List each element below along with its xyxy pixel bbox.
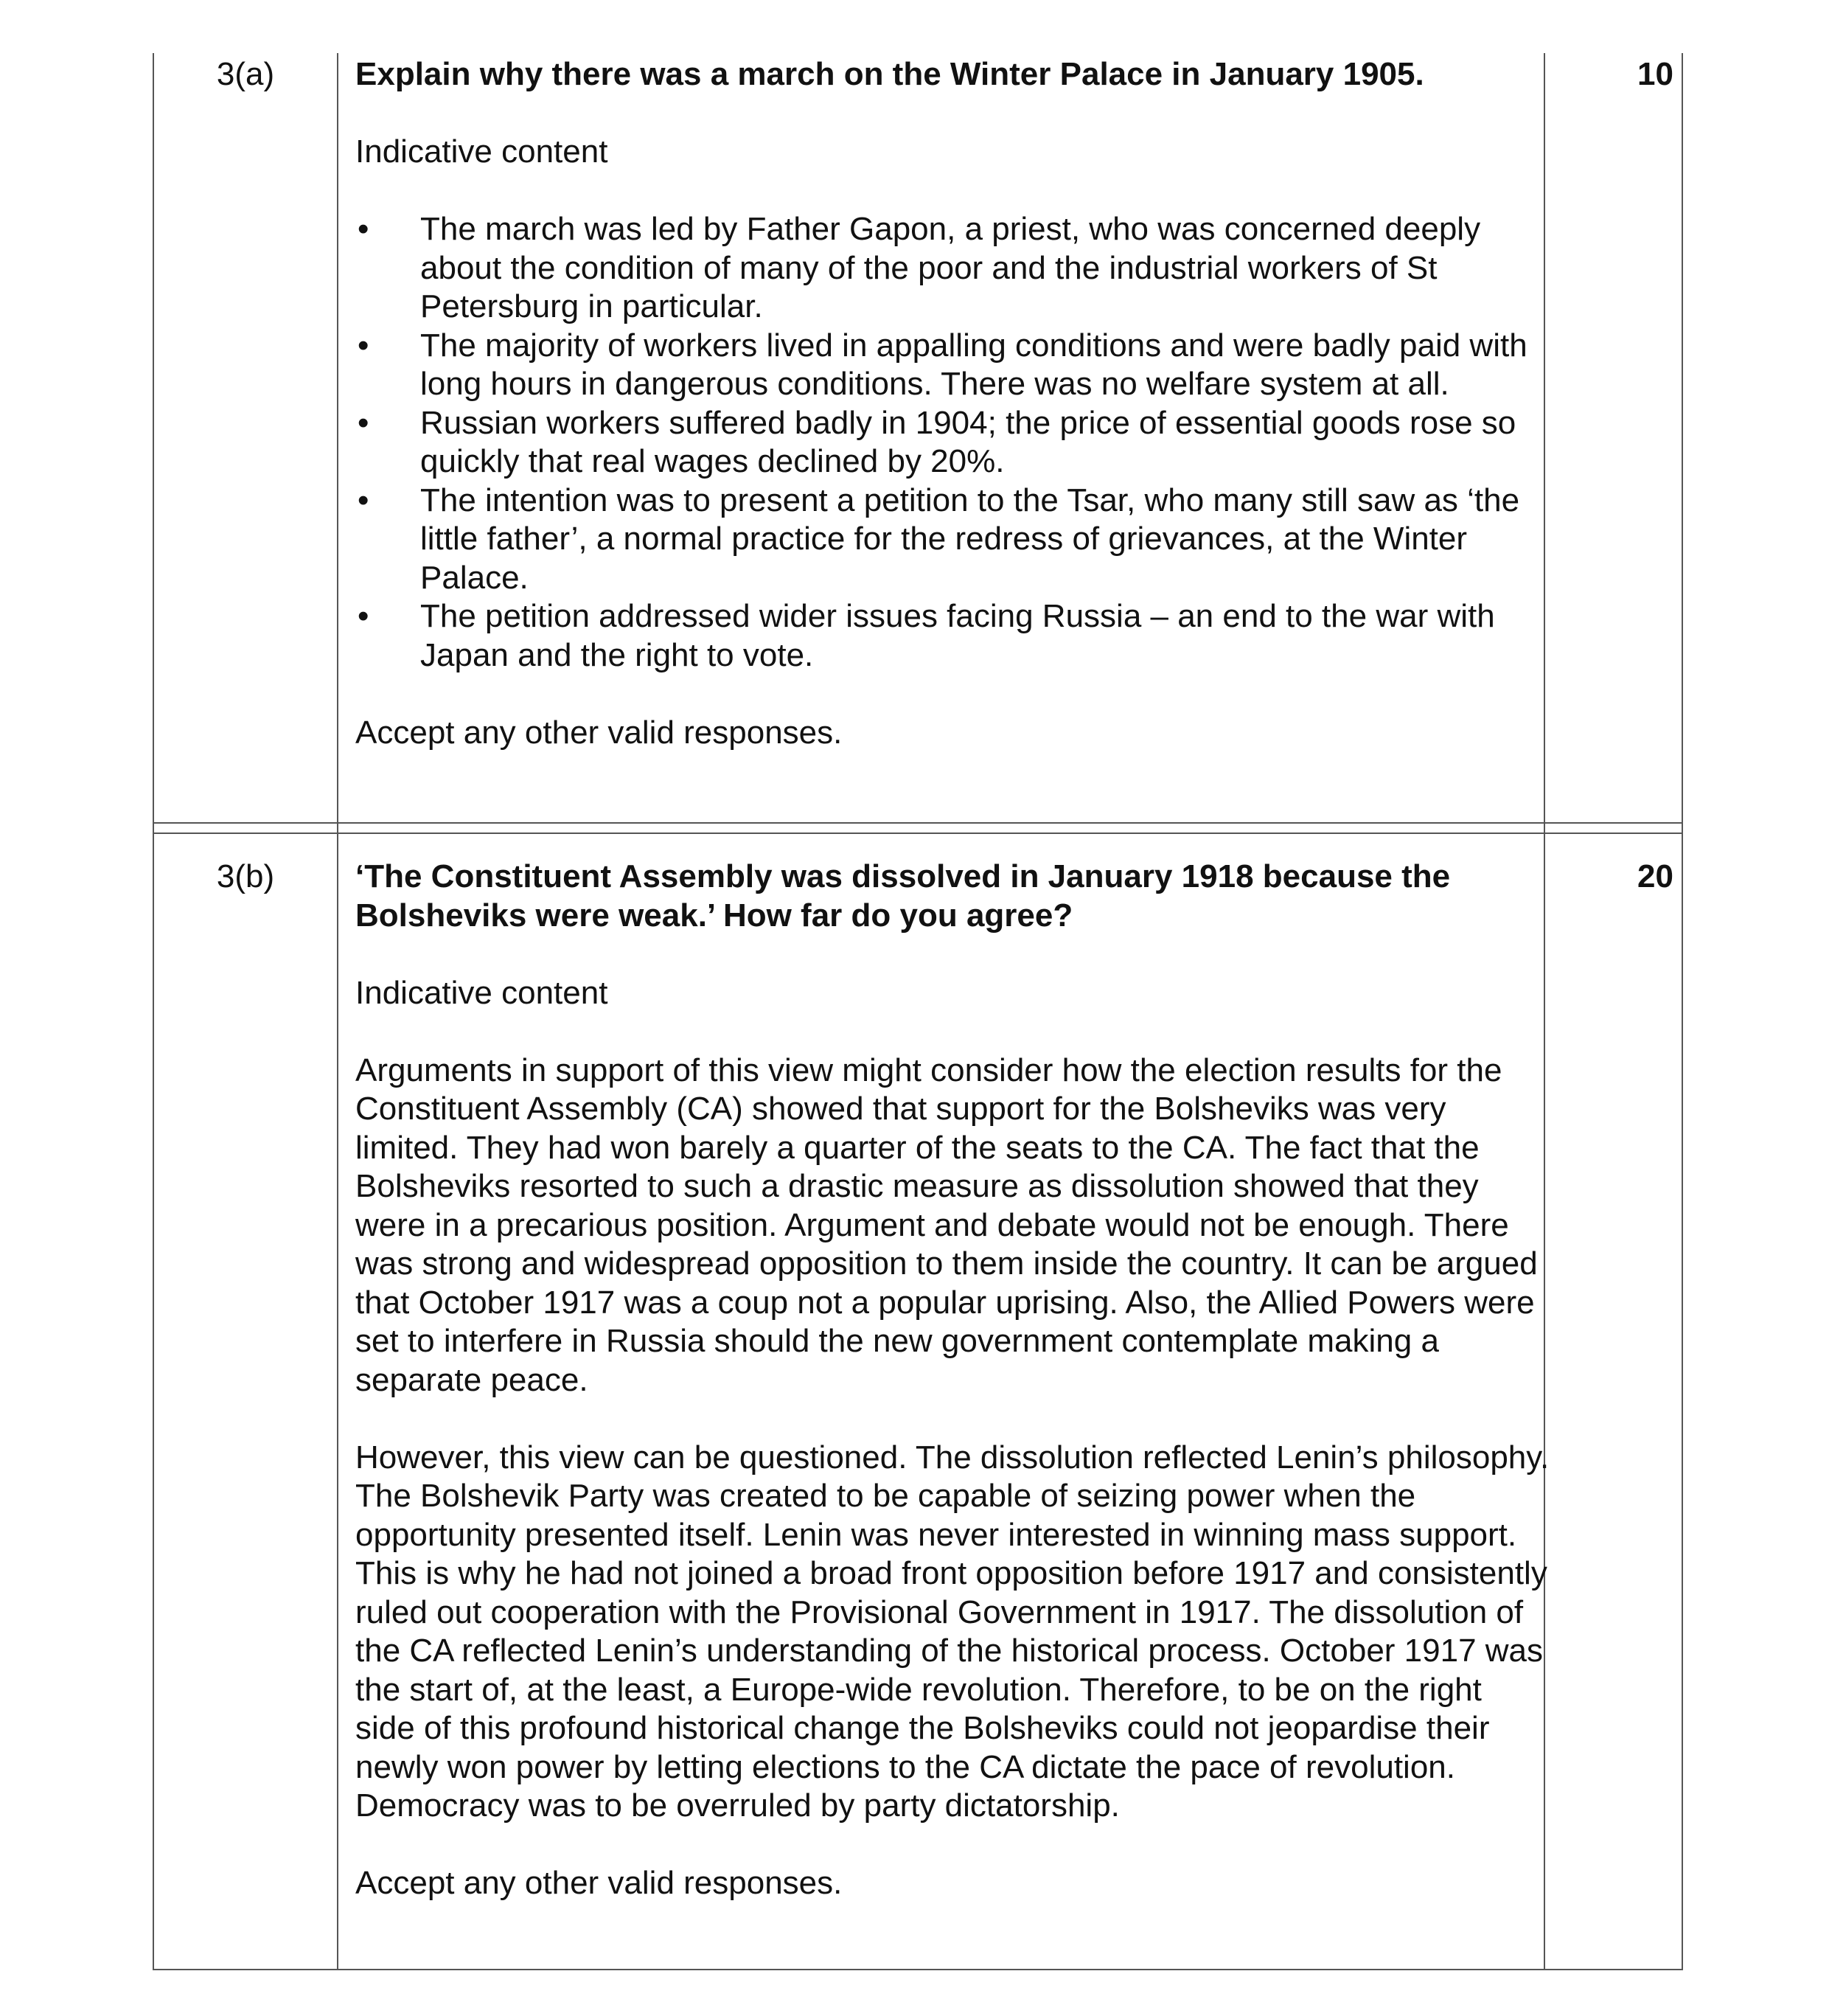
question-number-3b: 3(b) <box>216 858 275 894</box>
indicative-content-heading-3a: Indicative content <box>355 133 608 170</box>
list-item <box>355 327 1550 404</box>
indicative-content-heading-3b: Indicative content <box>355 974 608 1011</box>
number-column-divider <box>337 53 338 1970</box>
closing-note-3b: Accept any other valid responses. <box>355 1865 843 1901</box>
list-item <box>355 210 1550 327</box>
list-item <box>355 404 1550 482</box>
bullet-text: The majority of workers lived in appalling conditions and were badly paid with long hours in dangerous conditions. There was no welfare system at all. <box>420 327 1527 402</box>
bullet-text: The intention was to present a petition to the Tsar, who many still saw as ‘the little father’, a normal practice for the redress of grievances, at the Winter Palace. <box>420 482 1520 596</box>
answer-content-3b <box>355 858 1550 1903</box>
row-divider-top <box>153 822 1683 824</box>
bullet-icon: • <box>358 327 369 364</box>
paragraph-counter: However, this view can be questioned. The dissolution reflected Lenin’s philosophy. The Bolshevik Party was created to be capable of seizing power when the opportunity presented itself. Lenin was never interested in winning mass support. This is why he had not joined a broad front opposition before 1917 and consistently ruled out cooperation with the Provisional Government in 1917. The dissolution of the CA reflected Lenin’s understanding of the historical process. October 1917 was the start of, at the least, a Europe-wide revolution. Therefore, to be on the right side of this profound historical change the Bolsheviks could not jeopardise their newly won power by letting elections to the CA dictate the pace of revolution. Democracy was to be overruled by party dictatorship. <box>355 1439 1550 1824</box>
answer-content-3a <box>355 55 1550 752</box>
indicative-points-3a <box>355 210 1550 675</box>
list-item <box>355 482 1550 598</box>
table-left-border <box>153 53 154 1970</box>
bullet-text: The petition addressed wider issues facing Russia – an end to the war with Japan and the right to vote. <box>420 598 1495 673</box>
closing-note-3a: Accept any other valid responses. <box>355 714 843 751</box>
table-bottom-border <box>153 1969 1683 1970</box>
bullet-text: Russian workers suffered badly in 1904; the price of essential goods rose so quickly that real wages declined by 20%. <box>420 404 1516 479</box>
question-number-3a: 3(a) <box>216 56 275 92</box>
bullet-icon: • <box>358 211 369 247</box>
question-text-3a: Explain why there was a march on the Winter Palace in January 1905. <box>355 56 1424 92</box>
bullet-icon: • <box>358 482 369 518</box>
table-right-border <box>1682 53 1683 1970</box>
bullet-icon: • <box>358 404 369 441</box>
mark-scheme-table <box>153 53 1683 1970</box>
list-item <box>355 597 1550 675</box>
paragraph-support: Arguments in support of this view might consider how the election results for the Constituent Assembly (CA) showed that support for the Bolsheviks was very limited. They had won barely a quarter of the seats to the CA. The fact that the Bolsheviks resorted to such a drastic measure as dissolution showed that they were in a precarious position. Argument and debate would not be enough. There was strong and widespread opposition to them inside the country. It can be argued that October 1917 was a coup not a popular uprising. Also, the Allied Powers were set to interfere in Russia should the new government contemplate making a separate peace. <box>355 1052 1538 1398</box>
marks-3b: 20 <box>1637 858 1673 894</box>
bullet-icon: • <box>358 598 369 634</box>
question-text-3b: ‘The Constituent Assembly was dissolved in January 1918 because the Bolsheviks were weak.’ How far do you agree? <box>355 858 1451 934</box>
marks-3a: 10 <box>1637 56 1673 92</box>
bullet-text: The march was led by Father Gapon, a priest, who was concerned deeply about the condition of many of the poor and the industrial workers of St Petersburg in particular. <box>420 211 1481 324</box>
row-divider-bottom <box>153 833 1683 834</box>
